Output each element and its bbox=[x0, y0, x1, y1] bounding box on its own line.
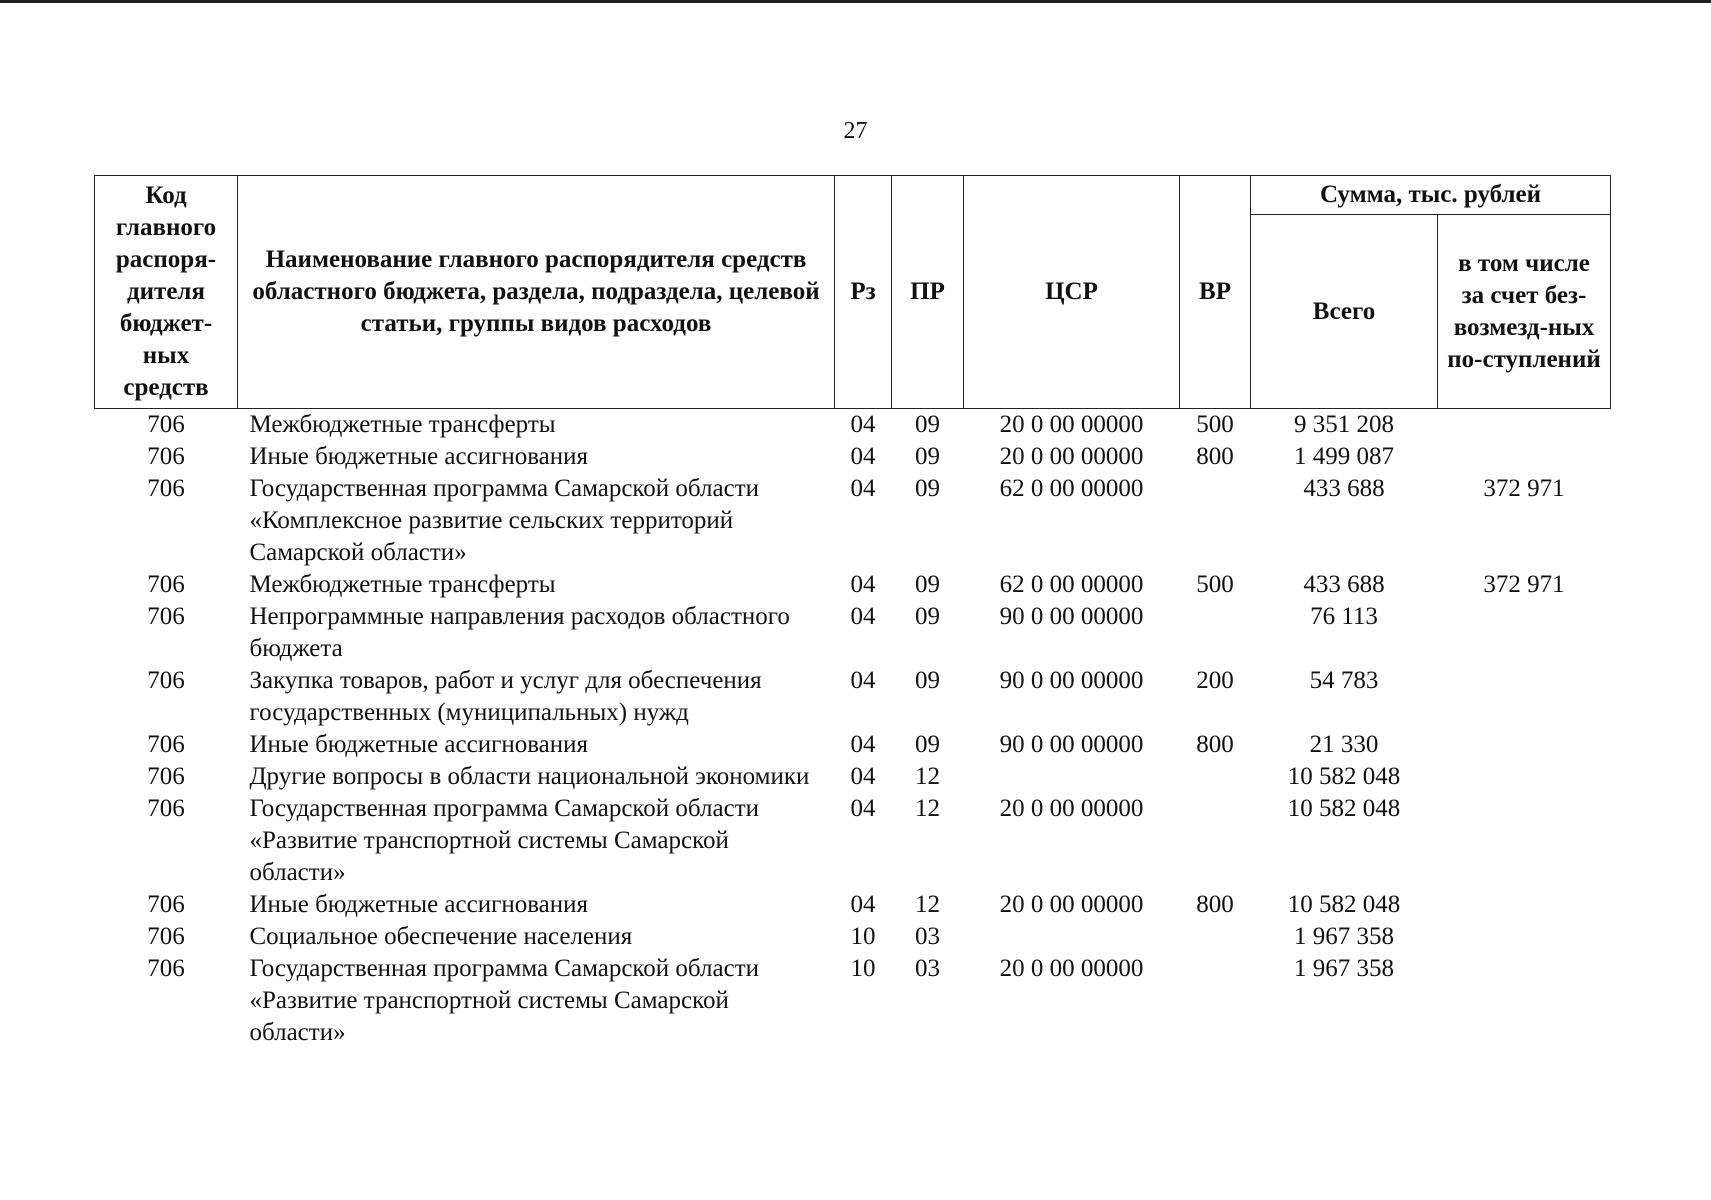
cell-csr: 62 0 00 00000 bbox=[999, 475, 1144, 502]
cell-code: 706 bbox=[147, 923, 185, 950]
cell-pr: 12 bbox=[915, 795, 940, 822]
cell-rz: 10 bbox=[850, 923, 876, 950]
cell-vr bbox=[1180, 953, 1251, 1049]
cell-vr bbox=[1180, 921, 1251, 953]
cell-vr: 500 bbox=[1196, 571, 1234, 598]
header-pr: ПР bbox=[892, 176, 964, 409]
cell-name: Государственная программа Самарской области «Развитие транспортной системы Самарской области» bbox=[249, 795, 759, 886]
cell-csr: 90 0 00 00000 bbox=[999, 603, 1144, 630]
table-row bbox=[95, 409, 1611, 442]
cell-csr: 90 0 00 00000 bbox=[999, 667, 1144, 694]
cell-pr: 12 bbox=[915, 763, 940, 790]
top-border-line bbox=[0, 0, 1711, 3]
cell-total: 21 330 bbox=[1309, 731, 1379, 758]
cell-free bbox=[1438, 889, 1611, 921]
table-row bbox=[95, 569, 1611, 601]
cell-code: 706 bbox=[147, 763, 185, 790]
cell-rz: 04 bbox=[850, 795, 876, 822]
cell-rz: 04 bbox=[850, 667, 876, 694]
cell-total: 10 582 048 bbox=[1287, 891, 1401, 918]
cell-pr: 12 bbox=[915, 891, 940, 918]
cell-code: 706 bbox=[147, 795, 185, 822]
cell-name: Иные бюджетные ассигнования bbox=[249, 731, 589, 758]
cell-total: 10 582 048 bbox=[1287, 795, 1401, 822]
cell-rz: 04 bbox=[850, 891, 876, 918]
cell-total: 54 783 bbox=[1309, 667, 1379, 694]
cell-code: 706 bbox=[147, 603, 185, 630]
table-header bbox=[95, 176, 1611, 409]
header-sum: Сумма, тыс. рублей bbox=[1251, 176, 1611, 215]
header-csr: ЦСР bbox=[964, 176, 1180, 409]
cell-name: Закупка товаров, работ и услуг для обеспечения государственных (муниципальных) нужд bbox=[249, 667, 762, 726]
cell-name: Иные бюджетные ассигнования bbox=[249, 443, 589, 470]
cell-name: Межбюджетные трансферты bbox=[249, 411, 556, 438]
cell-rz: 04 bbox=[850, 475, 876, 502]
cell-vr: 200 bbox=[1196, 667, 1234, 694]
cell-code: 706 bbox=[147, 891, 185, 918]
cell-csr: 20 0 00 00000 bbox=[999, 411, 1144, 438]
cell-vr bbox=[1180, 601, 1251, 665]
header-name: Наименование главного распорядителя средств областного бюджета, раздела, подраздела, целевой статьи, группы видов расходов bbox=[238, 176, 835, 409]
cell-rz: 04 bbox=[850, 443, 876, 470]
cell-code: 706 bbox=[147, 667, 185, 694]
budget-table bbox=[94, 175, 1611, 1049]
cell-pr: 09 bbox=[915, 443, 940, 470]
cell-free: 372 971 bbox=[1483, 475, 1565, 502]
cell-free bbox=[1438, 441, 1611, 473]
cell-rz: 04 bbox=[850, 411, 876, 438]
cell-name: Межбюджетные трансферты bbox=[249, 571, 556, 598]
cell-rz: 04 bbox=[850, 571, 876, 598]
cell-name: Социальное обеспечение населения bbox=[249, 923, 633, 950]
cell-vr: 800 bbox=[1196, 443, 1234, 470]
cell-name: Непрограммные направления расходов областного бюджета bbox=[249, 603, 790, 662]
header-rz: Рз bbox=[835, 176, 892, 409]
table-row bbox=[95, 729, 1611, 761]
cell-free bbox=[1438, 665, 1611, 729]
cell-rz: 04 bbox=[850, 731, 876, 758]
cell-csr: 20 0 00 00000 bbox=[999, 795, 1144, 822]
cell-vr: 800 bbox=[1196, 891, 1234, 918]
cell-vr bbox=[1180, 793, 1251, 889]
cell-pr: 09 bbox=[915, 475, 940, 502]
header-free: в том числе за счет без-возмезд-ных по-ступлений bbox=[1438, 215, 1611, 409]
cell-total: 1 967 358 bbox=[1294, 955, 1394, 982]
cell-free: 372 971 bbox=[1483, 571, 1565, 598]
cell-vr: 500 bbox=[1196, 411, 1234, 438]
cell-total: 9 351 208 bbox=[1294, 411, 1394, 438]
cell-csr: 20 0 00 00000 bbox=[999, 443, 1144, 470]
cell-rz: 04 bbox=[850, 603, 876, 630]
table-row bbox=[95, 441, 1611, 473]
cell-code: 706 bbox=[147, 411, 185, 438]
table-row bbox=[95, 601, 1611, 665]
cell-pr: 09 bbox=[915, 603, 940, 630]
cell-csr: 20 0 00 00000 bbox=[999, 891, 1144, 918]
table-row bbox=[95, 889, 1611, 921]
cell-pr: 09 bbox=[915, 411, 940, 438]
cell-free bbox=[1438, 953, 1611, 1049]
cell-pr: 09 bbox=[915, 667, 940, 694]
table-row bbox=[95, 473, 1611, 569]
cell-csr bbox=[964, 921, 1180, 953]
cell-rz: 10 bbox=[850, 955, 876, 982]
table-row bbox=[95, 793, 1611, 889]
cell-rz: 04 bbox=[850, 763, 876, 790]
cell-vr: 800 bbox=[1196, 731, 1234, 758]
cell-name: Государственная программа Самарской области «Комплексное развитие сельских территорий Самарской области» bbox=[249, 475, 759, 566]
cell-code: 706 bbox=[147, 571, 185, 598]
table-row bbox=[95, 761, 1611, 793]
cell-csr: 90 0 00 00000 bbox=[999, 731, 1144, 758]
cell-free bbox=[1438, 601, 1611, 665]
cell-free bbox=[1438, 793, 1611, 889]
cell-pr: 09 bbox=[915, 731, 940, 758]
cell-total: 1 967 358 bbox=[1294, 923, 1394, 950]
cell-total: 1 499 087 bbox=[1294, 443, 1394, 470]
cell-total: 10 582 048 bbox=[1287, 763, 1401, 790]
cell-vr bbox=[1180, 761, 1251, 793]
cell-name: Государственная программа Самарской области «Развитие транспортной системы Самарской области» bbox=[249, 955, 759, 1046]
cell-vr bbox=[1180, 473, 1251, 569]
cell-pr: 03 bbox=[915, 955, 940, 982]
cell-free bbox=[1438, 761, 1611, 793]
cell-free bbox=[1438, 729, 1611, 761]
header-vr: ВР bbox=[1180, 176, 1251, 409]
cell-pr: 09 bbox=[915, 571, 940, 598]
cell-total: 76 113 bbox=[1310, 603, 1378, 630]
page-number: 27 bbox=[843, 118, 868, 144]
cell-csr: 62 0 00 00000 bbox=[999, 571, 1144, 598]
header-code: Код главного распоря-дителя бюджет-ных средств bbox=[95, 176, 238, 409]
cell-code: 706 bbox=[147, 443, 185, 470]
cell-name: Иные бюджетные ассигнования bbox=[249, 891, 589, 918]
table-body bbox=[95, 409, 1611, 1050]
table-row bbox=[95, 921, 1611, 953]
cell-csr bbox=[964, 761, 1180, 793]
cell-pr: 03 bbox=[915, 923, 940, 950]
cell-free bbox=[1438, 409, 1611, 442]
cell-code: 706 bbox=[147, 731, 185, 758]
header-total: Всего bbox=[1251, 215, 1438, 409]
cell-total: 433 688 bbox=[1303, 571, 1385, 598]
cell-free bbox=[1438, 921, 1611, 953]
cell-csr: 20 0 00 00000 bbox=[999, 955, 1144, 982]
cell-code: 706 bbox=[147, 955, 185, 982]
table-row bbox=[95, 665, 1611, 729]
cell-name: Другие вопросы в области национальной экономики bbox=[249, 763, 810, 790]
table-row bbox=[95, 953, 1611, 1049]
cell-code: 706 bbox=[147, 475, 185, 502]
cell-total: 433 688 bbox=[1303, 475, 1385, 502]
